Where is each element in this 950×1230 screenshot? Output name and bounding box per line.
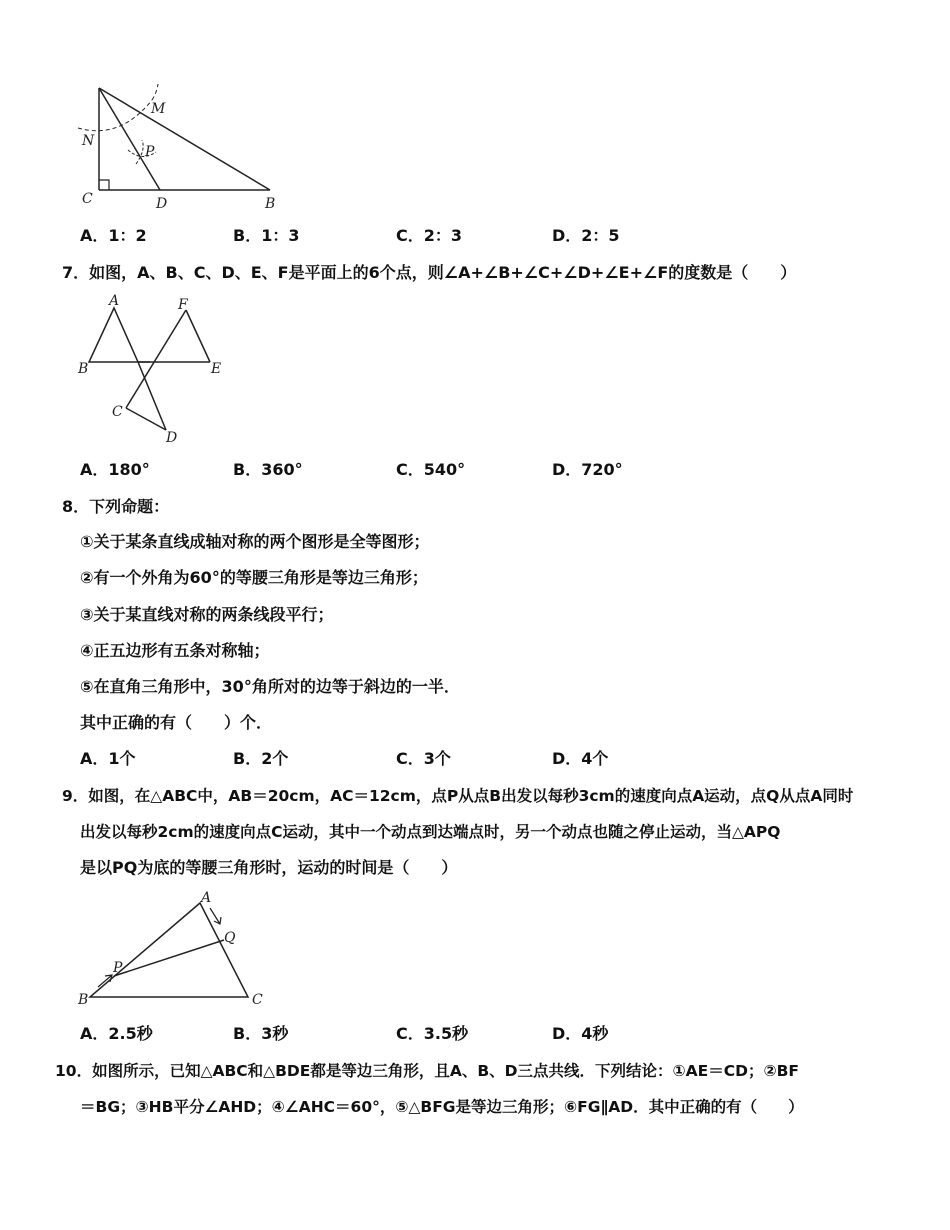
q7-option-b: B．360° [233,460,303,479]
q9-diagram [90,903,248,997]
q7-label-B: B [78,361,89,377]
q8-statement-2: ②有一个外角为60°的等腰三角形是等边三角形； [80,568,428,587]
q9-question-line2: 出发以每秒2cm的速度向点C运动，其中一个动点到达端点时，另一个动点也随之停止运动，当△APQ [80,823,781,841]
q10-question-line1: 10．如图所示，已知△ABC和△BDE都是等边三角形，且A、B、D三点共线．下列结论：①AE＝CD；②BF [55,1062,800,1080]
q9-question-line3: 是以PQ为底的等腰三角形时，运动的时间是（ ） [80,858,458,877]
q8-option-b: B．2个 [233,749,289,768]
q6-label-M: M [151,101,166,117]
q7-label-F: F [178,297,188,313]
q9-option-d: D．4秒 [552,1024,609,1043]
q6-label-P: P [145,144,155,160]
q7-option-d: D．720° [552,460,623,479]
q9-option-c: C．3.5秒 [396,1024,469,1043]
q6-option-d: D．2：5 [552,226,620,245]
q8-statement-4: ④正五边形有五条对称轴； [80,641,270,660]
q7-label-C: C [112,404,123,420]
q9-question-line1: 9．如图，在△ABC中，AB＝20cm，AC＝12cm，点P从点B出发以每秒3cm的速度向点A运动，点Q从点A同时 [62,787,854,805]
q7-question: 7．如图，A、B、C、D、E、F是平面上的6个点，则∠A+∠B+∠C+∠D+∠E+∠F的度数是（ ） [62,263,797,282]
q7-diagram [89,308,210,430]
q10-question-line2: ＝BG；③HB平分∠AHD；④∠AHC＝60°，⑤△BFG是等边三角形；⑥FG∥AD．其中正确的有（ ） [80,1098,804,1116]
q8-statement-3: ③关于某直线对称的两条线段平行； [80,605,334,624]
q6-label-C: C [82,191,93,207]
q8-option-a: A．1个 [80,749,136,768]
q9-label-B: B [78,992,89,1008]
q8-statement-5: ⑤在直角三角形中，30°角所对的边等于斜边的一半． [80,677,460,696]
q7-label-D: D [166,430,178,446]
q6-option-c: C．2：3 [396,226,463,245]
q8-statement-1: ①关于某条直线成轴对称的两个图形是全等图形； [80,532,430,551]
q6-option-b: B．1：3 [233,226,300,245]
q9-label-P: P [113,960,123,976]
q8-option-d: D．4个 [552,749,609,768]
q8-question: 8．下列命题： [62,497,170,516]
q8-option-c: C．3个 [396,749,451,768]
q8-prompt: 其中正确的有（ ）个． [80,713,273,732]
q7-option-a: A．180° [80,460,150,479]
q9-option-a: A．2.5秒 [80,1024,153,1043]
q7-option-c: C．540° [396,460,466,479]
q6-diagram [78,84,270,190]
q9-option-b: B．3秒 [233,1024,289,1043]
q9-label-A: A [201,890,212,906]
q7-label-E: E [211,361,222,377]
q9-label-C: C [252,992,263,1008]
q6-option-a: A．1：2 [80,226,147,245]
q6-label-B: B [265,196,276,212]
q9-label-Q: Q [224,930,236,946]
q6-label-N: N [82,133,95,149]
q7-label-A: A [109,293,120,309]
q6-label-D: D [156,196,168,212]
